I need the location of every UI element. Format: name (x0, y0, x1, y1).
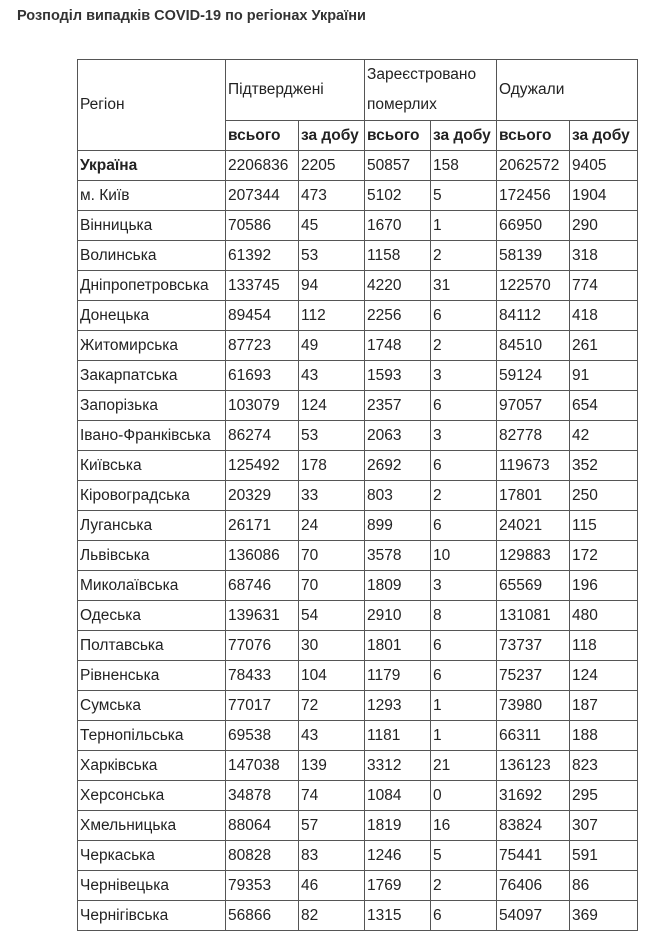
deaths-day-cell: 6 (431, 661, 497, 691)
deaths-total-cell: 3578 (365, 541, 431, 571)
region-cell: Запорізька (78, 391, 226, 421)
confirmed-day-cell: 53 (299, 421, 365, 451)
region-cell: Хмельницька (78, 811, 226, 841)
deaths-day-cell: 2 (431, 331, 497, 361)
confirmed-day-cell: 74 (299, 781, 365, 811)
deaths-total-cell: 1293 (365, 691, 431, 721)
table-row (78, 271, 638, 301)
recovered-day-cell: 307 (570, 811, 638, 841)
recovered-total-cell: 97057 (497, 391, 570, 421)
recovered-total-cell: 66311 (497, 721, 570, 751)
deaths-total-cell: 50857 (365, 151, 431, 181)
confirmed-total-cell: 26171 (226, 511, 299, 541)
confirmed-total-header: всього (226, 121, 299, 151)
region-cell: Черкаська (78, 841, 226, 871)
deaths-total-cell: 1670 (365, 211, 431, 241)
confirmed-day-cell: 94 (299, 271, 365, 301)
region-cell: Чернігівська (78, 901, 226, 931)
region-cell: Херсонська (78, 781, 226, 811)
table-row (78, 511, 638, 541)
confirmed-total-cell: 77017 (226, 691, 299, 721)
recovered-day-cell: 9405 (570, 151, 638, 181)
confirmed-day-cell: 53 (299, 241, 365, 271)
confirmed-day-cell: 33 (299, 481, 365, 511)
confirmed-total-cell: 69538 (226, 721, 299, 751)
confirmed-day-cell: 112 (299, 301, 365, 331)
recovered-total-cell: 17801 (497, 481, 570, 511)
confirmed-total-cell: 61693 (226, 361, 299, 391)
region-cell: Миколаївська (78, 571, 226, 601)
deaths-day-cell: 6 (431, 451, 497, 481)
recovered-day-cell: 654 (570, 391, 638, 421)
deaths-total-cell: 1179 (365, 661, 431, 691)
deaths-day-cell: 6 (431, 901, 497, 931)
deaths-total-cell: 2357 (365, 391, 431, 421)
deaths-total-cell: 1181 (365, 721, 431, 751)
confirmed-day-cell: 49 (299, 331, 365, 361)
deaths-total-cell: 1158 (365, 241, 431, 271)
recovered-total-cell: 59124 (497, 361, 570, 391)
deaths-total-cell: 803 (365, 481, 431, 511)
region-cell: Кіровоградська (78, 481, 226, 511)
recovered-group-header: Одужали (497, 60, 638, 121)
deaths-total-cell: 5102 (365, 181, 431, 211)
deaths-total-cell: 1748 (365, 331, 431, 361)
confirmed-total-cell: 88064 (226, 811, 299, 841)
deaths-day-cell: 158 (431, 151, 497, 181)
table-row (78, 721, 638, 751)
table-body (78, 151, 638, 931)
deaths-total-cell: 3312 (365, 751, 431, 781)
confirmed-day-cell: 124 (299, 391, 365, 421)
confirmed-day-cell: 72 (299, 691, 365, 721)
deaths-total-cell: 1819 (365, 811, 431, 841)
confirmed-total-cell: 70586 (226, 211, 299, 241)
confirmed-day-cell: 54 (299, 601, 365, 631)
deaths-day-cell: 8 (431, 601, 497, 631)
covid-region-table (77, 59, 638, 931)
recovered-total-header: всього (497, 121, 570, 151)
recovered-day-cell: 774 (570, 271, 638, 301)
deaths-total-cell: 2063 (365, 421, 431, 451)
deaths-day-cell: 0 (431, 781, 497, 811)
confirmed-day-cell: 24 (299, 511, 365, 541)
recovered-day-cell: 823 (570, 751, 638, 781)
deaths-day-cell: 6 (431, 511, 497, 541)
confirmed-total-cell: 86274 (226, 421, 299, 451)
deaths-total-cell: 899 (365, 511, 431, 541)
region-cell: Чернівецька (78, 871, 226, 901)
deaths-day-cell: 6 (431, 391, 497, 421)
confirmed-day-cell: 43 (299, 721, 365, 751)
deaths-total-cell: 2692 (365, 451, 431, 481)
confirmed-day-cell: 43 (299, 361, 365, 391)
region-cell: Івано-Франківська (78, 421, 226, 451)
deaths-day-cell: 6 (431, 631, 497, 661)
table-row (78, 181, 638, 211)
recovered-day-cell: 115 (570, 511, 638, 541)
confirmed-day-cell: 46 (299, 871, 365, 901)
deaths-total-cell: 1246 (365, 841, 431, 871)
table-row (78, 751, 638, 781)
table-row (78, 871, 638, 901)
region-cell: Луганська (78, 511, 226, 541)
confirmed-total-cell: 133745 (226, 271, 299, 301)
deaths-day-cell: 10 (431, 541, 497, 571)
deaths-total-cell: 1809 (365, 571, 431, 601)
region-cell: Житомирська (78, 331, 226, 361)
region-cell: Київська (78, 451, 226, 481)
recovered-day-cell: 290 (570, 211, 638, 241)
deaths-day-cell: 16 (431, 811, 497, 841)
recovered-day-cell: 295 (570, 781, 638, 811)
deaths-total-cell: 1315 (365, 901, 431, 931)
table-row (78, 661, 638, 691)
confirmed-day-cell: 139 (299, 751, 365, 781)
confirmed-total-cell: 136086 (226, 541, 299, 571)
deaths-day-cell: 3 (431, 571, 497, 601)
region-cell: Львівська (78, 541, 226, 571)
confirmed-day-cell: 57 (299, 811, 365, 841)
deaths-day-cell: 2 (431, 481, 497, 511)
recovered-day-cell: 261 (570, 331, 638, 361)
table-row (78, 631, 638, 661)
confirmed-total-cell: 207344 (226, 181, 299, 211)
recovered-day-cell: 118 (570, 631, 638, 661)
recovered-day-cell: 124 (570, 661, 638, 691)
recovered-day-cell: 250 (570, 481, 638, 511)
recovered-total-cell: 58139 (497, 241, 570, 271)
region-cell: Рівненська (78, 661, 226, 691)
recovered-total-cell: 75441 (497, 841, 570, 871)
table-row (78, 901, 638, 931)
recovered-total-cell: 75237 (497, 661, 570, 691)
recovered-total-cell: 129883 (497, 541, 570, 571)
confirmed-day-cell: 45 (299, 211, 365, 241)
recovered-total-cell: 172456 (497, 181, 570, 211)
confirmed-day-cell: 104 (299, 661, 365, 691)
region-cell: м. Київ (78, 181, 226, 211)
table-row (78, 241, 638, 271)
recovered-day-cell: 86 (570, 871, 638, 901)
recovered-day-cell: 1904 (570, 181, 638, 211)
recovered-day-cell: 91 (570, 361, 638, 391)
recovered-day-cell: 418 (570, 301, 638, 331)
recovered-day-cell: 591 (570, 841, 638, 871)
table-row (78, 841, 638, 871)
table-row (78, 781, 638, 811)
recovered-total-cell: 73980 (497, 691, 570, 721)
confirmed-total-cell: 147038 (226, 751, 299, 781)
region-cell: Харківська (78, 751, 226, 781)
deaths-day-cell: 2 (431, 871, 497, 901)
region-cell: Полтавська (78, 631, 226, 661)
confirmed-total-cell: 89454 (226, 301, 299, 331)
recovered-total-cell: 76406 (497, 871, 570, 901)
recovered-total-cell: 122570 (497, 271, 570, 301)
table-header-row (78, 60, 638, 121)
confirmed-total-cell: 87723 (226, 331, 299, 361)
deaths-total-cell: 4220 (365, 271, 431, 301)
table-row (78, 811, 638, 841)
recovered-day-cell: 172 (570, 541, 638, 571)
confirmed-total-cell: 61392 (226, 241, 299, 271)
confirmed-total-cell: 34878 (226, 781, 299, 811)
deaths-group-header: Зареєстровано померлих (365, 60, 497, 121)
confirmed-total-cell: 78433 (226, 661, 299, 691)
confirmed-day-cell: 30 (299, 631, 365, 661)
confirmed-total-cell: 77076 (226, 631, 299, 661)
region-cell: Одеська (78, 601, 226, 631)
recovered-total-cell: 83824 (497, 811, 570, 841)
table-row (78, 541, 638, 571)
deaths-day-cell: 3 (431, 361, 497, 391)
table-row (78, 331, 638, 361)
region-cell: Тернопільська (78, 721, 226, 751)
table-row (78, 601, 638, 631)
deaths-total-cell: 2910 (365, 601, 431, 631)
confirmed-total-cell: 79353 (226, 871, 299, 901)
deaths-day-cell: 31 (431, 271, 497, 301)
recovered-day-cell: 188 (570, 721, 638, 751)
table-row (78, 571, 638, 601)
region-cell: Вінницька (78, 211, 226, 241)
deaths-day-cell: 3 (431, 421, 497, 451)
recovered-total-cell: 119673 (497, 451, 570, 481)
table-row (78, 451, 638, 481)
deaths-total-cell: 1084 (365, 781, 431, 811)
deaths-total-cell: 1593 (365, 361, 431, 391)
confirmed-total-cell: 68746 (226, 571, 299, 601)
recovered-total-cell: 84510 (497, 331, 570, 361)
deaths-total-cell: 2256 (365, 301, 431, 331)
recovered-total-cell: 131081 (497, 601, 570, 631)
table-row (78, 301, 638, 331)
deaths-day-header: за добу (431, 121, 497, 151)
table-row (78, 421, 638, 451)
confirmed-day-cell: 82 (299, 901, 365, 931)
confirmed-day-cell: 70 (299, 571, 365, 601)
region-cell: Закарпатська (78, 361, 226, 391)
deaths-day-cell: 1 (431, 721, 497, 751)
recovered-day-cell: 42 (570, 421, 638, 451)
recovered-day-cell: 187 (570, 691, 638, 721)
total-row (78, 151, 638, 181)
recovered-day-cell: 369 (570, 901, 638, 931)
confirmed-day-header: за добу (299, 121, 365, 151)
confirmed-day-cell: 2205 (299, 151, 365, 181)
table-row (78, 391, 638, 421)
recovered-total-cell: 54097 (497, 901, 570, 931)
recovered-total-cell: 65569 (497, 571, 570, 601)
deaths-day-cell: 2 (431, 241, 497, 271)
recovered-day-cell: 196 (570, 571, 638, 601)
confirmed-total-cell: 125492 (226, 451, 299, 481)
deaths-day-cell: 5 (431, 181, 497, 211)
recovered-day-cell: 480 (570, 601, 638, 631)
deaths-day-cell: 5 (431, 841, 497, 871)
region-cell: Донецька (78, 301, 226, 331)
confirmed-day-cell: 473 (299, 181, 365, 211)
region-cell: Сумська (78, 691, 226, 721)
region-cell: Волинська (78, 241, 226, 271)
recovered-total-cell: 136123 (497, 751, 570, 781)
region-cell: Дніпропетровська (78, 271, 226, 301)
recovered-total-cell: 24021 (497, 511, 570, 541)
recovered-total-cell: 2062572 (497, 151, 570, 181)
recovered-total-cell: 66950 (497, 211, 570, 241)
confirmed-total-cell: 56866 (226, 901, 299, 931)
recovered-total-cell: 73737 (497, 631, 570, 661)
confirmed-day-cell: 178 (299, 451, 365, 481)
table-row (78, 481, 638, 511)
table-row (78, 211, 638, 241)
region-cell: Україна (78, 151, 226, 181)
recovered-day-header: за добу (570, 121, 638, 151)
confirmed-total-cell: 139631 (226, 601, 299, 631)
confirmed-day-cell: 83 (299, 841, 365, 871)
table-row (78, 691, 638, 721)
confirmed-day-cell: 70 (299, 541, 365, 571)
recovered-total-cell: 84112 (497, 301, 570, 331)
confirmed-total-cell: 2206836 (226, 151, 299, 181)
region-column-header: Регіон (78, 60, 226, 151)
recovered-day-cell: 318 (570, 241, 638, 271)
deaths-day-cell: 6 (431, 301, 497, 331)
confirmed-group-header: Підтверджені (226, 60, 365, 121)
recovered-total-cell: 31692 (497, 781, 570, 811)
confirmed-total-cell: 20329 (226, 481, 299, 511)
deaths-total-header: всього (365, 121, 431, 151)
table-row (78, 361, 638, 391)
deaths-day-cell: 1 (431, 691, 497, 721)
deaths-day-cell: 1 (431, 211, 497, 241)
recovered-total-cell: 82778 (497, 421, 570, 451)
confirmed-total-cell: 103079 (226, 391, 299, 421)
deaths-total-cell: 1769 (365, 871, 431, 901)
deaths-total-cell: 1801 (365, 631, 431, 661)
page-title: Розподіл випадків COVID-19 по регіонах України (17, 8, 366, 24)
recovered-day-cell: 352 (570, 451, 638, 481)
confirmed-total-cell: 80828 (226, 841, 299, 871)
deaths-day-cell: 21 (431, 751, 497, 781)
